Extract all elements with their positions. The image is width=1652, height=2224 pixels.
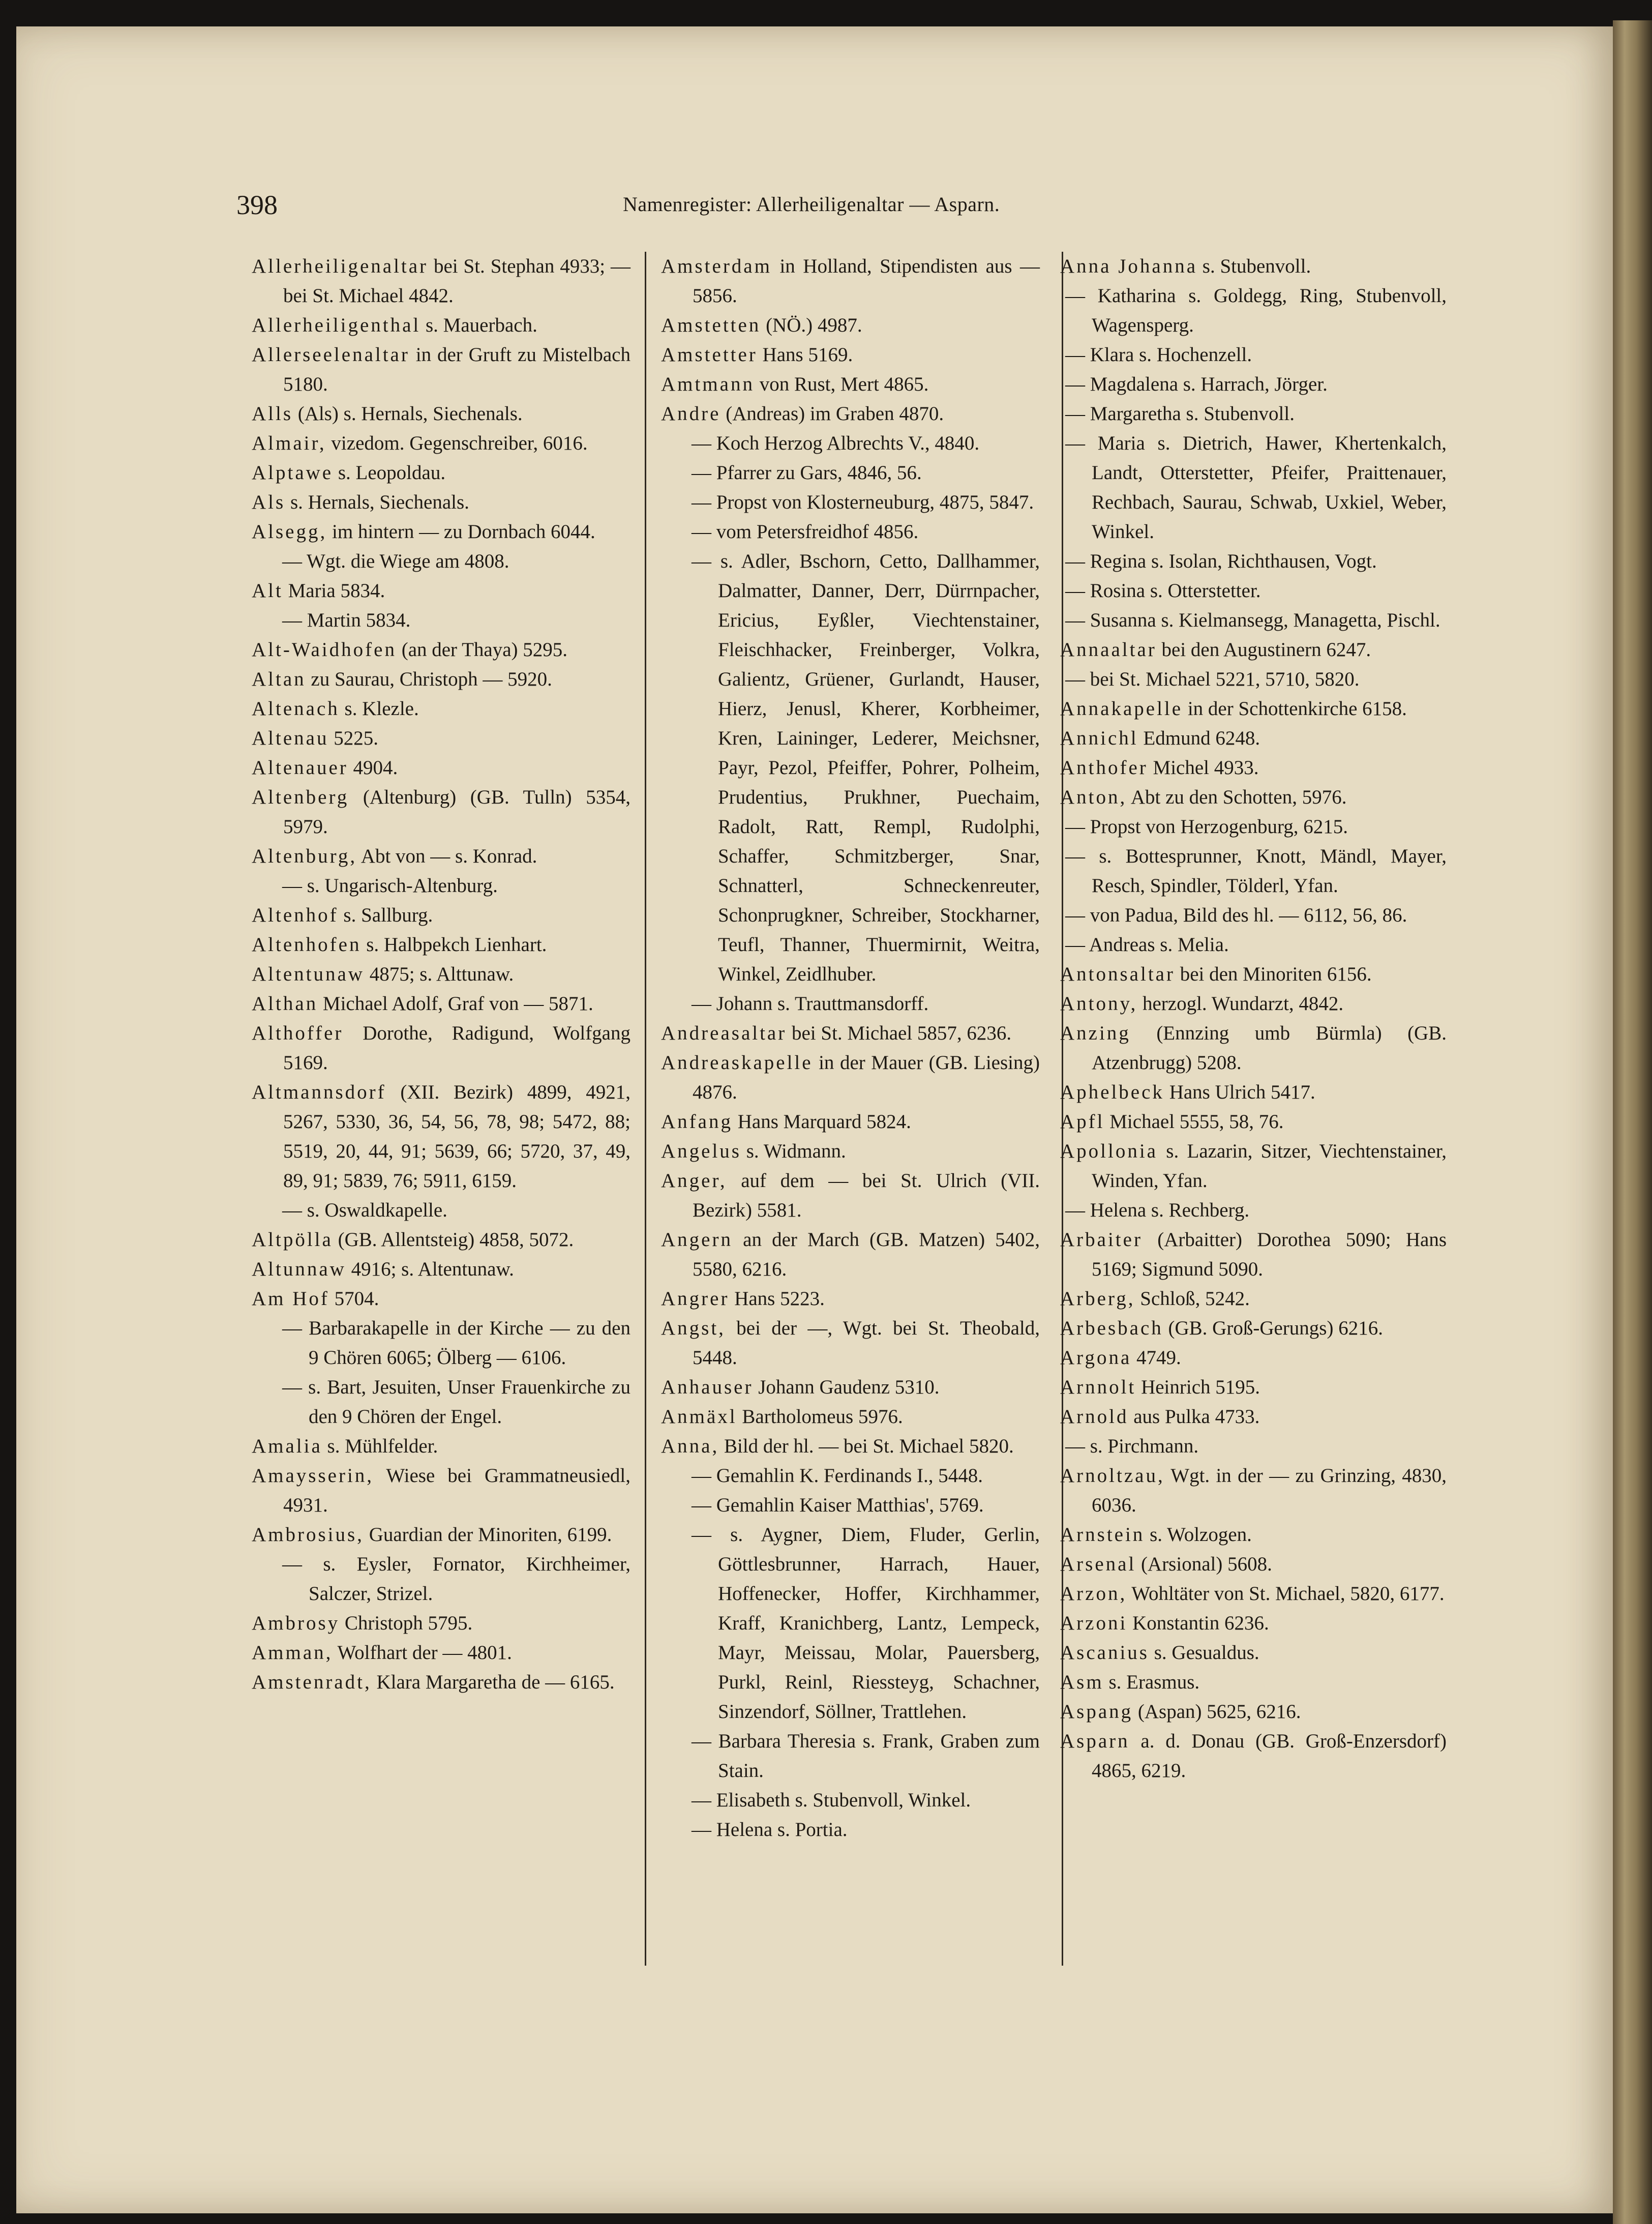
entry-text: — vom Petersfreidhof 4856. [692, 521, 919, 543]
index-entry [252, 576, 630, 606]
entry-text: Konstantin 6236. [1127, 1612, 1269, 1634]
entry-text: 5225. [328, 727, 378, 749]
entry-keyword: Arberg, [1060, 1288, 1135, 1310]
entry-text: (Arsional) 5608. [1136, 1553, 1272, 1575]
entry-keyword: Altenhof [252, 904, 339, 926]
index-entry [252, 1638, 630, 1668]
index-entry [252, 458, 630, 488]
entry-text: (Als) s. Hernals, Siechenals. [293, 403, 523, 425]
index-entry [252, 517, 630, 547]
entry-keyword: Anfang [661, 1111, 733, 1133]
index-entry [1060, 1461, 1447, 1520]
entry-text: bei den Augustinern 6247. [1156, 639, 1371, 661]
entry-text: Dorothe, Radigund, Wolfgang 5169. [283, 1022, 630, 1074]
index-entry [661, 1461, 1040, 1491]
entry-keyword: Altmannsdorf [252, 1081, 386, 1103]
entry-keyword: Annakapelle [1060, 698, 1183, 720]
index-entry [252, 1196, 630, 1225]
entry-keyword: Annaaltar [1060, 639, 1157, 661]
entry-keyword: Andre [661, 403, 721, 425]
entry-text: von Rust, Mert 4865. [754, 373, 929, 395]
entry-keyword: Allerheiligenaltar [252, 255, 429, 277]
index-entry [252, 1461, 630, 1520]
entry-text: bei St. Michael 5857, 6236. [787, 1022, 1012, 1044]
entry-text: (an der Thaya) 5295. [396, 639, 568, 661]
index-entry [661, 1491, 1040, 1520]
entry-keyword: Althan [252, 993, 318, 1015]
entry-keyword: Antony, [1060, 993, 1138, 1015]
entry-text: s. Gesualdus. [1149, 1642, 1259, 1664]
entry-text: — bei St. Michael 5221, 5710, 5820. [1065, 668, 1360, 690]
index-entry [252, 1668, 630, 1697]
index-entry [252, 989, 630, 1019]
entry-text: — Andreas s. Melia. [1065, 934, 1229, 956]
index-entry [252, 635, 630, 665]
entry-keyword: Amtmann [661, 373, 755, 395]
entry-keyword: Ambrosy [252, 1612, 340, 1634]
entry-keyword: Altenau [252, 727, 329, 749]
entry-text: — Propst von Herzogenburg, 6215. [1065, 816, 1348, 838]
entry-keyword: Aphelbeck [1060, 1081, 1164, 1103]
index-entry [252, 340, 630, 399]
entry-text: — Barbara Theresia s. Frank, Graben zum Stain. [692, 1730, 1040, 1782]
index-entry [252, 1019, 630, 1078]
entry-text: Heinrich 5195. [1136, 1376, 1260, 1398]
page-number: 398 [236, 190, 278, 220]
index-entry [1060, 1225, 1447, 1284]
index-entry [252, 783, 630, 842]
entry-keyword: Ambrosius, [252, 1524, 364, 1546]
entry-keyword: Amstenradt, [252, 1671, 372, 1693]
index-entry [1060, 1697, 1447, 1727]
index-entry [1060, 1727, 1447, 1786]
entry-text: — Maria s. Dietrich, Hawer, Khertenkalch, Landt, Otterstetter, Pfeifer, Praittenauer, Rechbach, Saurau, Schwab, Uxkiel, Weber, Winkel. [1065, 432, 1447, 543]
index-column-1 [252, 252, 630, 1697]
index-entry [252, 871, 630, 901]
index-entry [661, 1137, 1040, 1166]
entry-text: (Altenburg) (GB. Tulln) 5354, 5979. [283, 786, 630, 838]
index-entry [1060, 1550, 1447, 1579]
entry-keyword: Altpölla [252, 1229, 333, 1251]
entry-text: Wolfhart der — 4801. [333, 1642, 512, 1664]
index-entry [1060, 1668, 1447, 1697]
index-entry [661, 1815, 1040, 1845]
entry-keyword: Anton, [1060, 786, 1127, 808]
index-entry [661, 399, 1040, 429]
index-entry [252, 960, 630, 989]
entry-keyword: Arsenal [1060, 1553, 1136, 1575]
index-entry [1060, 1107, 1447, 1137]
index-entry [661, 1786, 1040, 1815]
entry-text: — s. Adler, Bschorn, Cetto, Dallhammer, Dalmatter, Danner, Derr, Dürrnpacher, Ericius, Eyßler, Viechtenstainer, Fleischhacker, Freinberger, Volkra, Galientz, Grüener, Gurlandt, Hauser, Hierz, Jenusl, Kherer, Korbheimer, Kren, Laininger, Lederer, Meichsner, Payr, Pezol, Pfeiffer, Pohrer, Polheim, Prudentius, Prukhner, Puechaim, Radolt, Ratt, Rempl, Rudolphi, Schaffer, Schmitzberger, Snar, Schnatterl, Schneckenreuter, Schonprugkner, Schreiber, Stockharner, Teufl, Thanner, Thuermirnit, Weitra, Winkel, Zeidlhuber. [692, 550, 1040, 985]
entry-text: Wgt. in der — zu Grinzing, 4830, 6036. [1092, 1465, 1447, 1516]
running-title: Namenregister: Allerheiligenaltar — Asparn. [623, 193, 1000, 216]
entry-keyword: Arbaiter [1060, 1229, 1143, 1251]
entry-text: (Arbaitter) Dorothea 5090; Hans 5169; Sigmund 5090. [1092, 1229, 1447, 1280]
index-entry [1060, 1314, 1447, 1343]
index-entry [252, 665, 630, 694]
entry-keyword: Anger, [661, 1170, 727, 1192]
entry-keyword: Angrer [661, 1288, 730, 1310]
index-column-2 [661, 252, 1040, 1845]
entry-text: — s. Aygner, Diem, Fluder, Gerlin, Göttlesbrunner, Harrach, Hauer, Hoffenecker, Hoffer, Kirchhammer, Kraff, Kranichberg, Lantz, Lempeck, Mayr, Meissau, Molar, Pauersberg, Purkl, Reinl, Riessteyg, Schachner, Sinzendorf, Söllner, Trattlehen. [692, 1524, 1040, 1723]
index-entry [1060, 281, 1447, 340]
index-entry [1060, 1579, 1447, 1609]
entry-keyword: Alptawe [252, 462, 334, 484]
entry-text: s. Halbpekch Lienhart. [361, 934, 547, 956]
entry-text: Hans Marquard 5824. [732, 1111, 911, 1133]
entry-keyword: Anzing [1060, 1022, 1131, 1044]
index-entry [1060, 547, 1447, 576]
entry-keyword: Arnstein [1060, 1524, 1145, 1546]
entry-keyword: Arnnolt [1060, 1376, 1136, 1398]
index-entry [252, 1609, 630, 1638]
page-header [236, 189, 1075, 225]
entry-text: 5704. [329, 1288, 379, 1310]
entry-keyword: Altenach [252, 698, 340, 720]
index-entry [1060, 1373, 1447, 1402]
index-entry [1060, 1432, 1447, 1461]
index-entry [252, 1373, 630, 1432]
entry-text: — Katharina s. Goldegg, Ring, Stubenvoll, Wagensperg. [1065, 285, 1447, 336]
entry-text: — s. Bart, Jesuiten, Unser Frauenkirche zu den 9 Chören der Engel. [282, 1376, 630, 1428]
entry-text: Johann Gaudenz 5310. [753, 1376, 940, 1398]
index-entry [661, 1520, 1040, 1727]
entry-keyword: Altenauer [252, 757, 348, 779]
entry-text: Abt zu den Schotten, 5976. [1127, 786, 1347, 808]
entry-text: — Magdalena s. Harrach, Jörger. [1065, 373, 1328, 395]
index-entry [252, 1520, 630, 1550]
index-entry [252, 488, 630, 517]
entry-text: s. Mühlfelder. [322, 1435, 438, 1457]
entry-keyword: Aspang [1060, 1701, 1133, 1723]
entry-keyword: Amaysserin, [252, 1465, 374, 1487]
entry-text: s. Wolzogen. [1145, 1524, 1252, 1546]
index-entry [661, 311, 1040, 340]
entry-keyword: Althoffer [252, 1022, 344, 1044]
index-entry [661, 1314, 1040, 1373]
index-entry [252, 1550, 630, 1609]
index-entry [252, 547, 630, 576]
entry-keyword: Ascanius [1060, 1642, 1149, 1664]
entry-text: im hintern — zu Dornbach 6044. [327, 521, 595, 543]
entry-text: — Propst von Klosterneuburg, 4875, 5847. [692, 491, 1034, 513]
entry-text: — Koch Herzog Albrechts V., 4840. [692, 432, 980, 454]
index-entry [1060, 429, 1447, 547]
entry-text: — Rosina s. Otterstetter. [1065, 580, 1261, 602]
index-entry [252, 1284, 630, 1314]
entry-keyword: Asm [1060, 1671, 1104, 1693]
entry-text: — Martin 5834. [282, 609, 411, 631]
index-entry [661, 252, 1040, 311]
index-entry [252, 930, 630, 960]
index-entry [1060, 370, 1447, 399]
entry-keyword: Anthofer [1060, 757, 1148, 779]
entry-keyword: Altentunaw [252, 963, 365, 985]
entry-text: s. Leopoldau. [333, 462, 446, 484]
page-edge [1613, 20, 1652, 2224]
index-entry [1060, 665, 1447, 694]
entry-text: Wohltäter von St. Michael, 5820, 6177. [1127, 1583, 1445, 1605]
entry-keyword: Arnoltzau, [1060, 1465, 1165, 1487]
index-entry [252, 1255, 630, 1284]
index-entry [1060, 842, 1447, 901]
index-entry [1060, 576, 1447, 606]
entry-text: aus Pulka 4733. [1128, 1406, 1260, 1428]
entry-keyword: Alt [252, 580, 283, 602]
entry-text: Hans 5169. [757, 344, 853, 366]
entry-text: Klara Margaretha de — 6165. [371, 1671, 615, 1693]
index-entry [252, 399, 630, 429]
entry-keyword: Anhauser [661, 1376, 754, 1398]
index-entry [661, 1284, 1040, 1314]
entry-keyword: Arzon, [1060, 1583, 1127, 1605]
entry-keyword: Argona [1060, 1347, 1132, 1369]
index-entry [252, 1314, 630, 1373]
entry-text: Bartholomeus 5976. [737, 1406, 903, 1428]
entry-text: — von Padua, Bild des hl. — 6112, 56, 86. [1065, 904, 1407, 926]
entry-text: Michael 5555, 58, 76. [1104, 1111, 1284, 1133]
entry-text: 4875; s. Alttunaw. [364, 963, 514, 985]
entry-keyword: Altunnaw [252, 1258, 346, 1280]
index-entry [1060, 1196, 1447, 1225]
entry-text: — Wgt. die Wiege am 4808. [282, 550, 509, 572]
index-entry [252, 1225, 630, 1255]
index-entry [1060, 606, 1447, 635]
index-entry [1060, 1638, 1447, 1668]
entry-text: zu Saurau, Christoph — 5920. [306, 668, 552, 690]
entry-text: in Holland, Stipendisten aus — 5856. [693, 255, 1040, 307]
index-entry [252, 753, 630, 783]
index-entry [661, 1727, 1040, 1786]
entry-text: — s. Oswaldkapelle. [282, 1199, 447, 1221]
entry-text: Christoph 5795. [340, 1612, 473, 1634]
entry-keyword: Antonsaltar [1060, 963, 1175, 985]
entry-text: (Aspan) 5625, 6216. [1133, 1701, 1301, 1723]
entry-text: a. d. Donau (GB. Groß-Enzersdorf) 4865, 6219. [1092, 1730, 1447, 1782]
index-entry [1060, 812, 1447, 842]
entry-keyword: Altenhofen [252, 934, 362, 956]
index-entry [1060, 1284, 1447, 1314]
index-entry [661, 1048, 1040, 1107]
entry-keyword: Alt-Waidhofen [252, 639, 397, 661]
index-entry [1060, 340, 1447, 370]
index-entry [252, 842, 630, 871]
index-entry [1060, 960, 1447, 989]
index-entry [661, 429, 1040, 458]
entry-text: an der March (GB. Matzen) 5402, 5580, 6216. [693, 1229, 1040, 1280]
entry-keyword: Amstetten [661, 314, 761, 336]
entry-text: (Andreas) im Graben 4870. [720, 403, 944, 425]
index-entry [661, 340, 1040, 370]
index-entry [1060, 252, 1447, 281]
entry-keyword: Amstetter [661, 344, 758, 366]
index-entry [1060, 1137, 1447, 1196]
entry-text: (GB. Groß-Gerungs) 6216. [1163, 1317, 1383, 1339]
entry-keyword: Andreasaltar [661, 1022, 787, 1044]
index-entry [252, 724, 630, 753]
index-entry [661, 547, 1040, 989]
entry-text: Michel 4933. [1148, 757, 1259, 779]
entry-keyword: Angern [661, 1229, 733, 1251]
index-entry [1060, 694, 1447, 724]
index-entry [661, 1402, 1040, 1432]
entry-text: — Helena s. Portia. [692, 1819, 848, 1841]
entry-keyword: Anna Johanna [1060, 255, 1198, 277]
index-entry [252, 1432, 630, 1461]
entry-text: — Margaretha s. Stubenvoll. [1065, 403, 1295, 425]
entry-keyword: Allerheiligenthal [252, 314, 421, 336]
entry-text: — Gemahlin K. Ferdinands I., 5448. [692, 1465, 983, 1487]
entry-text: 4904. [348, 757, 398, 779]
entry-text: Michael Adolf, Graf von — 5871. [318, 993, 593, 1015]
entry-keyword: Als [252, 491, 286, 513]
index-entry [252, 606, 630, 635]
entry-text: s. Mauerbach. [420, 314, 537, 336]
index-entry [1060, 724, 1447, 753]
entry-text: vizedom. Gegenschreiber, 6016. [326, 432, 588, 454]
entry-keyword: Alsegg, [252, 521, 327, 543]
index-entry [1060, 753, 1447, 783]
index-entry [1060, 901, 1447, 930]
index-entry [1060, 635, 1447, 665]
entry-text: s. Widmann. [741, 1140, 846, 1162]
entry-keyword: Arzoni [1060, 1612, 1128, 1634]
entry-text: — Gemahlin Kaiser Matthias', 5769. [692, 1494, 984, 1516]
entry-text: s. Hernals, Siechenals. [285, 491, 469, 513]
entry-keyword: Anna, [661, 1435, 719, 1457]
entry-keyword: Apfl [1060, 1111, 1105, 1133]
entry-keyword: Arbesbach [1060, 1317, 1163, 1339]
entry-text: s. Erasmus. [1103, 1671, 1200, 1693]
entry-text: — Helena s. Rechberg. [1065, 1199, 1250, 1221]
entry-text: s. Sallburg. [338, 904, 433, 926]
entry-keyword: Arnold [1060, 1406, 1129, 1428]
entry-text: — Regina s. Isolan, Richthausen, Vogt. [1065, 550, 1377, 572]
index-entry [252, 429, 630, 458]
entry-keyword: Annichl [1060, 727, 1138, 749]
entry-text: — Elisabeth s. Stubenvoll, Winkel. [692, 1789, 971, 1811]
entry-text: — Klara s. Hochenzell. [1065, 344, 1252, 366]
entry-text: s. Lazarin, Sitzer, Viechtenstainer, Winden, Yfan. [1092, 1140, 1447, 1192]
index-entry [661, 1166, 1040, 1225]
entry-keyword: Amman, [252, 1642, 333, 1664]
index-entry [1060, 1520, 1447, 1550]
entry-text: bei der —, Wgt. bei St. Theobald, 5448. [693, 1317, 1040, 1369]
index-entry [1060, 1019, 1447, 1078]
index-entry [661, 1225, 1040, 1284]
entry-keyword: Apollonia [1060, 1140, 1158, 1162]
entry-keyword: Alls [252, 403, 293, 425]
entry-text: Bild der hl. — bei St. Michael 5820. [719, 1435, 1014, 1457]
entry-text: Wiese bei Grammatneusiedl, 4931. [283, 1465, 630, 1516]
entry-text: Hans 5223. [729, 1288, 825, 1310]
entry-keyword: Altenburg, [252, 845, 357, 867]
index-entry [661, 370, 1040, 399]
entry-text: (Ennzing umb Bürmla) (GB. Atzenbrugg) 5208. [1092, 1022, 1447, 1074]
entry-keyword: Andreaskapelle [661, 1052, 813, 1074]
entry-keyword: Anmäxl [661, 1406, 737, 1428]
entry-text: auf dem — bei St. Ulrich (VII. Bezirk) 5581. [693, 1170, 1040, 1221]
index-entry [252, 311, 630, 340]
index-entry [661, 458, 1040, 488]
entry-keyword: Angelus [661, 1140, 741, 1162]
entry-text: Abt von — s. Konrad. [357, 845, 537, 867]
index-entry [1060, 1402, 1447, 1432]
entry-text: — Johann s. Trauttmansdorff. [692, 993, 929, 1015]
entry-text: — s. Eysler, Fornator, Kirchheimer, Salczer, Strizel. [282, 1553, 630, 1605]
column-rule [645, 252, 646, 1966]
index-entry [1060, 783, 1447, 812]
index-entry [1060, 989, 1447, 1019]
entry-text: — Barbarakapelle in der Kirche — zu den 9 Chören 6065; Ölberg — 6106. [282, 1317, 630, 1369]
index-entry [1060, 1343, 1447, 1373]
index-entry [252, 252, 630, 311]
entry-text: (GB. Allentsteig) 4858, 5072. [333, 1229, 574, 1251]
entry-text: — s. Pirchmann. [1065, 1435, 1199, 1457]
entry-keyword: Asparn [1060, 1730, 1130, 1752]
entry-text: in der Mauer (GB. Liesing) 4876. [693, 1052, 1040, 1103]
entry-text: (NÖ.) 4987. [761, 314, 862, 336]
entry-keyword: Altan [252, 668, 306, 690]
index-entry [1060, 1078, 1447, 1107]
entry-text: Edmund 6248. [1138, 727, 1260, 749]
index-entry [1060, 930, 1447, 960]
entry-text: 4749. [1131, 1347, 1181, 1369]
index-entry [252, 901, 630, 930]
entry-keyword: Amsterdam [661, 255, 772, 277]
index-entry [661, 1019, 1040, 1048]
entry-text: — Susanna s. Kielmansegg, Managetta, Pischl. [1065, 609, 1440, 631]
entry-text: — s. Ungarisch-Altenburg. [282, 875, 498, 897]
entry-text: — Pfarrer zu Gars, 4846, 56. [692, 462, 922, 484]
entry-text: herzogl. Wundarzt, 4842. [1137, 993, 1344, 1015]
entry-text: Guardian der Minoriten, 6199. [364, 1524, 612, 1546]
entry-keyword: Altenberg [252, 786, 349, 808]
index-entry [661, 989, 1040, 1019]
index-entry [661, 517, 1040, 547]
index-column-3 [1060, 252, 1447, 1786]
entry-text: (XII. Bezirk) 4899, 4921, 5267, 5330, 36, 54, 56, 78, 98; 5472, 88; 5519, 20, 44, 91; 5639, 66; 5720, 37, 49, 89, 91; 5839, 76; 5911, 6159. [283, 1081, 630, 1192]
entry-text: Hans Ulrich 5417. [1164, 1081, 1315, 1103]
index-entry [661, 1432, 1040, 1461]
entry-keyword: Angst, [661, 1317, 726, 1339]
entry-text: Maria 5834. [283, 580, 385, 602]
entry-keyword: Almair, [252, 432, 326, 454]
entry-text: s. Klezle. [339, 698, 419, 720]
index-entry [1060, 1609, 1447, 1638]
index-entry [1060, 399, 1447, 429]
index-entry [661, 488, 1040, 517]
entry-text: 4916; s. Altentunaw. [346, 1258, 514, 1280]
index-entry [252, 694, 630, 724]
entry-text: in der Gruft zu Mistelbach 5180. [283, 344, 630, 395]
entry-text: s. Stubenvoll. [1197, 255, 1311, 277]
index-entry [252, 1078, 630, 1196]
entry-text: Schloß, 5242. [1135, 1288, 1250, 1310]
entry-text: bei St. Stephan 4933; — bei St. Michael 4842. [283, 255, 630, 307]
entry-keyword: Am Hof [252, 1288, 329, 1310]
index-entry [661, 1107, 1040, 1137]
entry-keyword: Allerseelenaltar [252, 344, 410, 366]
entry-text: — s. Bottesprunner, Knott, Mändl, Mayer, Resch, Spindler, Tölderl, Yfan. [1065, 845, 1447, 897]
index-entry [661, 1373, 1040, 1402]
entry-text: bei den Minoriten 6156. [1175, 963, 1372, 985]
entry-keyword: Amalia [252, 1435, 322, 1457]
entry-text: in der Schottenkirche 6158. [1183, 698, 1407, 720]
